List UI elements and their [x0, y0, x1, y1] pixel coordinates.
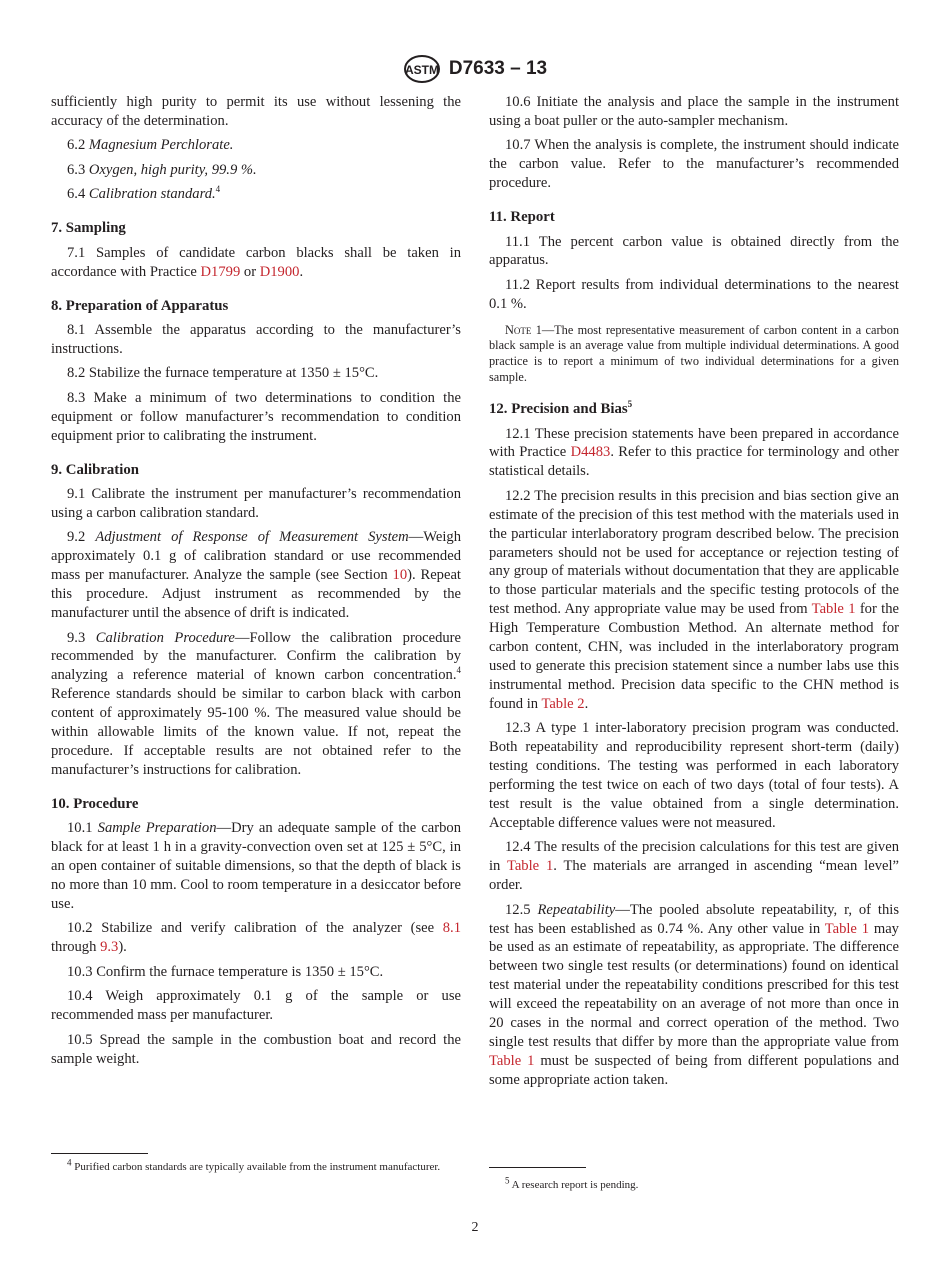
text-run: 8.1 Assemble the apparatus according to the manufacturer’s instructions.	[51, 321, 461, 357]
section-heading	[51, 297, 461, 316]
text-run: 7.1 Samples of candidate carbon blacks shall be taken in accordance with Practice	[51, 244, 461, 280]
paragraph	[51, 389, 461, 446]
section-heading	[51, 219, 461, 238]
text-run: ).	[118, 939, 127, 956]
text-run: may be used as an estimate of repeatability, as appropriate. The difference between two single test results (or determinations) found on identical test material under the repeatability conditions prescribed for this test will exceed the repeatability on an average of not more than once in 20 cases in the normal and correct operation of the method. Two single test results that differ by more than the appropriate value from	[489, 920, 899, 1050]
paragraph	[51, 485, 461, 523]
text-run: Note 1	[505, 322, 542, 337]
text-run: 10. Procedure	[51, 795, 139, 812]
text-run: for the High Temperature Combustion Method. An alternate method for carbon content, CHN, was included in the interlaboratory program used to generate this precision statement since a number labs use this instrumental method. Precision data specific to the CHN method is found in	[489, 601, 899, 712]
text-run: 9.2	[67, 529, 96, 546]
text-run: Reference standards should be similar to carbon black with carbon content of approximately 95-100 %. The measured value should be within allowable limits of the known value. If not, repeat the procedure. If acceptable results are not obtained refer to the manufacturer’s instructions for calibration.	[51, 686, 461, 778]
text-run: 10.2 Stabilize and verify calibration of the analyzer (see	[67, 920, 443, 937]
reference-link[interactable]: D1900	[259, 263, 300, 280]
paragraph	[489, 487, 899, 714]
footnote-rule	[489, 1167, 586, 1168]
text-run: Repeatability	[537, 901, 616, 918]
paragraph	[489, 276, 899, 314]
text-run: Calibration Procedure	[95, 629, 235, 646]
footnote-ref: 5	[627, 399, 633, 410]
text-run: 11.2 Report results from individual determinations to the nearest 0.1 %.	[489, 276, 899, 312]
paragraph	[489, 719, 899, 832]
text-run: 9. Calibration	[51, 461, 139, 478]
paragraph	[51, 244, 461, 282]
paragraph	[489, 838, 899, 895]
text-run: 6.4	[67, 186, 89, 203]
text-run: —Dry an adequate sample of the carbon black for at least 1 h in a gravity-convection oven set at 125 ± 5°C, in an open container of suitable dimensions, so that the depth of black is no more than 10 mm. Cool to room temperature in a desiccator before use.	[51, 820, 461, 912]
astm-logo-icon	[403, 54, 441, 84]
text-run: 12.2 The precision results in this precision and bias section give an estimate of the precision of this test method with the materials used in the particular interlaboratory program described below. The precision parameters should not be used for acceptance or rejection testing of any group of materials without documentation that they are applicable to those particular materials and the specific testing protocols of the test method. Any appropriate value may be used from	[489, 487, 899, 618]
paragraph	[51, 528, 461, 623]
text-run: 12.1 These precision statements have been prepared in accordance with Practice	[489, 425, 899, 461]
paragraph	[51, 321, 461, 359]
text-run: 6.2	[67, 137, 89, 154]
paragraph	[489, 136, 899, 193]
paragraph	[51, 963, 461, 982]
text-run: 12. Precision and Bias	[489, 401, 628, 418]
section-heading	[489, 400, 899, 419]
text-run: 8.2 Stabilize the furnace temperature at 1350 ± 15°C.	[67, 365, 379, 382]
text-run: 9.3	[67, 629, 96, 646]
text-run: must be suspected of being from different populations and some appropriate action taken.	[489, 1052, 899, 1088]
text-run: 12.3 A type 1 inter-laboratory precision program was conducted. Both repeatability and reproducibility represent short-term (daily) testing conditions. The testing was performed in each laboratory performing the test twice on each of two days (total of four tests). A test result is the value obtained from a single determination. Acceptable difference values were not measured.	[489, 720, 899, 831]
reference-link[interactable]: Table 1	[811, 601, 856, 618]
note	[489, 323, 899, 385]
text-run: Calibration standard.	[88, 186, 216, 203]
section-heading	[51, 461, 461, 480]
paragraph	[51, 919, 461, 957]
text-run: 8.3 Make a minimum of two determinations to condition the equipment or follow manufacturer’s recommendation to condition equipment prior to calibrating the instrument.	[51, 389, 461, 444]
section-heading	[51, 795, 461, 814]
text-run: 7. Sampling	[51, 220, 126, 237]
reference-link[interactable]: 10	[392, 567, 408, 584]
text-run: 10.3 Confirm the furnace temperature is 1350 ± 15°C.	[67, 963, 384, 980]
footnote-mark: 5	[505, 1175, 510, 1186]
text-run: 10.4 Weigh approximately 0.1 g of the sample or use recommended mass per manufacturer.	[51, 988, 461, 1024]
reference-link[interactable]: D1799	[200, 263, 241, 280]
text-run: sufficiently high purity to permit its use without lessening the accuracy of the determination.	[51, 94, 461, 129]
text-run: . The materials are arranged in ascending “mean level” order.	[489, 858, 899, 894]
paragraph	[51, 629, 461, 780]
text-run: —The most representative measurement of carbon content in a carbon black sample is an average value from multiple individual determinations. A good practice is to report a minimum of two individual determinations for a given sample.	[489, 322, 899, 384]
page-header	[0, 54, 950, 84]
text-run: Adjustment of Response of Measurement System	[95, 529, 409, 546]
text-run: 8. Preparation of Apparatus	[51, 297, 229, 314]
right-column	[489, 93, 899, 1095]
paragraph	[51, 987, 461, 1025]
text-run: 11. Report	[489, 209, 555, 226]
text-run: 12.4 The results of the precision calculations for this test are given in	[489, 839, 899, 875]
text-run: 6.3	[67, 161, 89, 178]
footnote-ref: 4	[456, 665, 461, 676]
text-run: 10.6 Initiate the analysis and place the sample in the instrument using a boat puller or the auto-sampler mechanism.	[489, 94, 899, 129]
paragraph	[489, 233, 899, 271]
paragraph	[51, 364, 461, 383]
footnote-4	[51, 1157, 461, 1174]
footnote-mark: 4	[67, 1157, 72, 1168]
paragraph	[51, 136, 461, 155]
text-run: 10.1	[67, 820, 98, 837]
text-run: 10.5 Spread the sample in the combustion boat and record the sample weight.	[51, 1031, 461, 1067]
footnote-text: Purified carbon standards are typically available from the instrument manufacturer.	[74, 1161, 441, 1173]
left-column	[51, 93, 461, 1074]
paragraph	[51, 1031, 461, 1069]
text-run: Oxygen, high purity, 99.9 %.	[88, 161, 257, 178]
paragraph	[489, 901, 899, 1090]
footnote-text: A research report is pending.	[511, 1179, 639, 1191]
text-run: 9.1 Calibrate the instrument per manufacturer’s recommendation using a carbon calibration standard.	[51, 485, 461, 521]
paragraph	[51, 93, 461, 131]
page-number: 2	[471, 1220, 479, 1235]
reference-link[interactable]: 8.1	[442, 920, 461, 937]
text-run: —The pooled absolute repeatability, r, of this test has been established as 0.74 %. Any other value in	[489, 901, 900, 937]
footnote-5	[489, 1175, 899, 1192]
paragraph	[51, 161, 461, 180]
text-run: 10.7 When the analysis is complete, the instrument should indicate the carbon value. Refer to the manufacturer’s recommended procedure.	[489, 137, 899, 192]
reference-link[interactable]: Table 1	[489, 1052, 535, 1069]
reference-link[interactable]: Table 1	[824, 920, 870, 937]
text-run: 12.5	[505, 901, 538, 918]
reference-link[interactable]: D4483	[570, 444, 611, 461]
paragraph	[51, 185, 461, 204]
paragraph	[489, 93, 899, 131]
text-run: —Follow the calibration procedure recommended by the manufacturer. Confirm the calibration by analyzing a reference material of known carbon concentration.	[51, 629, 462, 684]
reference-link[interactable]: 9.3	[100, 939, 119, 956]
footnote-ref: 4	[215, 184, 221, 195]
text-run: Sample Preparation	[97, 820, 217, 837]
svg-text:ASTM: ASTM	[404, 63, 439, 77]
text-run: 11.1 The percent carbon value is obtained directly from the apparatus.	[489, 233, 899, 269]
text-run: .	[299, 263, 304, 280]
text-run: through	[51, 939, 101, 956]
text-run: or	[240, 263, 260, 280]
document-designation: D7633 – 13	[448, 58, 548, 79]
text-run: . Refer to this practice for terminology and other statistical details.	[489, 444, 899, 480]
section-heading	[489, 208, 899, 227]
text-run: ). Repeat this procedure. Adjust instrument as recommended by the manufacturer until the absence of drift is indicated.	[51, 567, 461, 621]
text-run: Magnesium Perchlorate.	[88, 137, 234, 154]
footnote-rule	[51, 1153, 148, 1154]
paragraph	[489, 425, 899, 482]
reference-link[interactable]: Table 1	[506, 858, 554, 875]
reference-link[interactable]: Table 2	[541, 695, 585, 712]
text-run: —Weigh approximately 0.1 g of calibration standard or use recommended mass per manufacturer. Analyze the sample (see Section	[51, 529, 461, 584]
paragraph	[51, 819, 461, 914]
text-run: .	[584, 695, 589, 712]
